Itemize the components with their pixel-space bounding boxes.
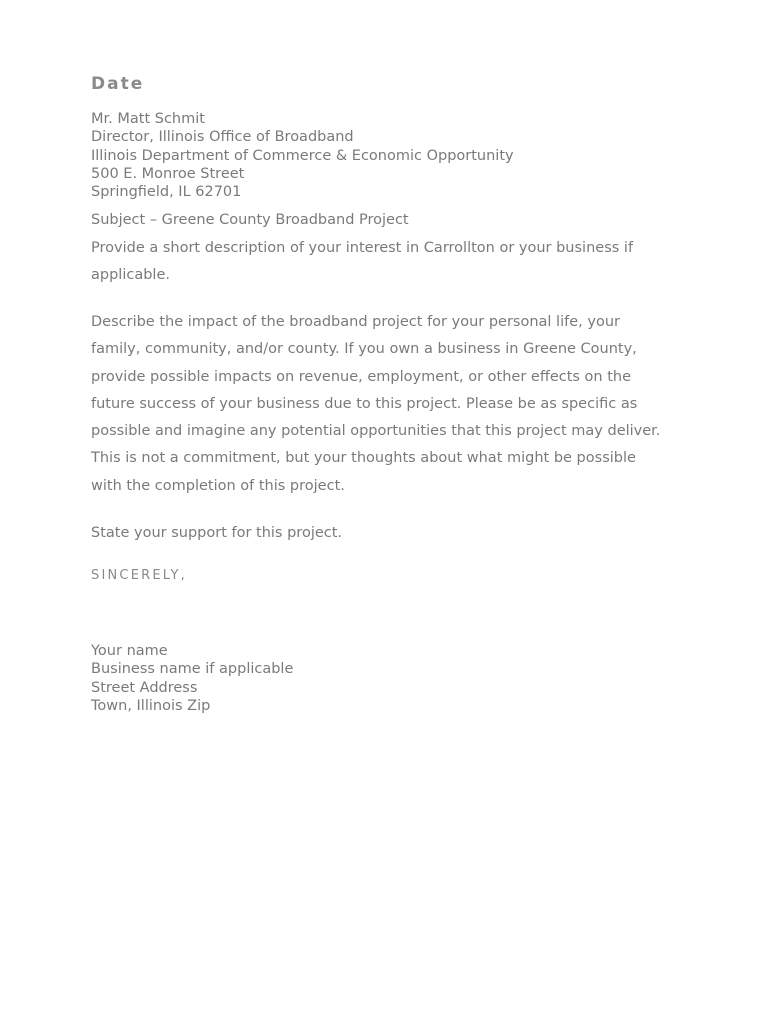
recipient-name: Mr. Matt Schmit	[91, 111, 205, 127]
recipient-city-state-zip: Springfield, IL 62701	[91, 184, 242, 201]
signature-block	[91, 642, 293, 715]
recipient-address-block	[91, 110, 514, 201]
recipient-street: 500 E. Monroe Street	[91, 165, 245, 182]
recipient-title: Director, Illinois Office of Broadband	[91, 129, 354, 146]
closing-salutation: SINCERELY,	[91, 568, 187, 583]
signature-street: Street Address	[91, 679, 198, 696]
body-paragraph-support: State your support for this project.	[91, 525, 343, 541]
body-paragraph-impact: Describe the impact of the broadband project for your personal life, your family, community, and/or county. If you own a business in Greene County, provide possible impacts on revenue, employment, or other effects on the future success of your business due to this project. Please be as specific as possible and imagine any potential opportunities that this project may deliver. This is not a commitment, but your thoughts about what might be possible with the completion of this project.	[91, 314, 661, 494]
date-heading: Date	[91, 74, 145, 94]
subject-line: Subject – Greene County Broadband Project	[91, 212, 409, 228]
signature-business: Business name if applicable	[91, 661, 294, 678]
signature-name: Your name	[91, 643, 168, 659]
body-paragraph-interest: Provide a short description of your interest in Carrollton or your business if applicable.	[91, 240, 634, 284]
signature-town: Town, Illinois Zip	[91, 697, 211, 714]
recipient-organization: Illinois Department of Commerce & Economic Opportunity	[91, 147, 514, 164]
